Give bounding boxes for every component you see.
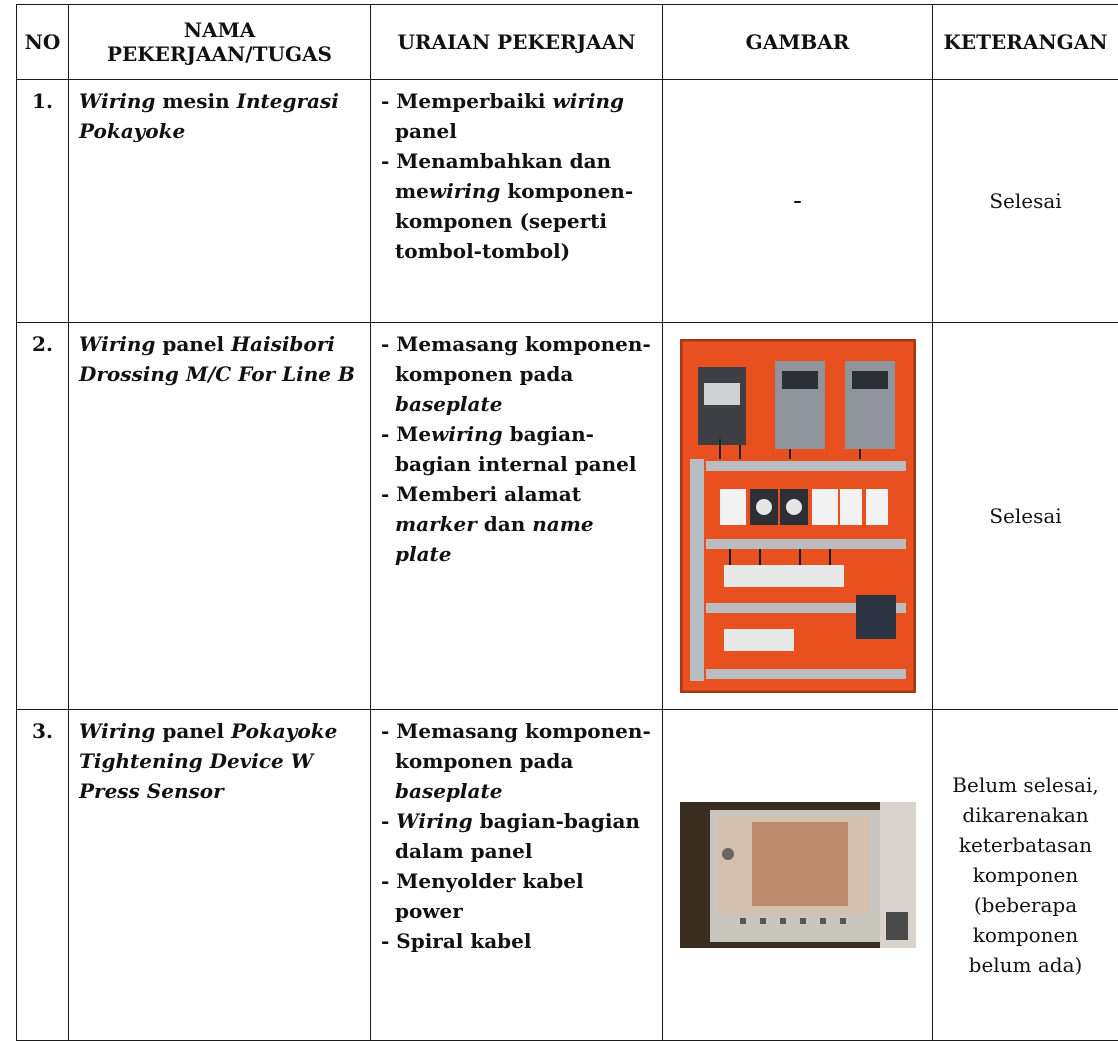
text-span: - Menyolder kabel power (381, 869, 584, 923)
status-note: Belum selesai, dikarenakan keterbatasan komponen (beberapa komponen belum ada) (933, 710, 1118, 1041)
image-placeholder-dash: - (793, 186, 802, 216)
italic-text: baseplate (395, 392, 502, 416)
header-desc: URAIAN PEKERJAAN (371, 5, 663, 80)
italic-text: Wiring (79, 332, 155, 356)
header-name-line2: PEKERJAAN/TUGAS (73, 42, 366, 66)
italic-text: Integrasi Pokayoke (79, 89, 339, 143)
image-cell (663, 710, 933, 1041)
table-row (17, 710, 1118, 1041)
description-bullet (381, 419, 652, 479)
task-description (371, 323, 663, 710)
panel-photo (680, 339, 916, 693)
italic-text: Wiring (79, 89, 155, 113)
italic-text: Haisibori Drossing M/C For Line B (79, 332, 355, 386)
status-note: Selesai (933, 323, 1118, 710)
text-span: - Spiral kabel (381, 929, 531, 953)
description-bullet (381, 926, 652, 956)
description-bullet (381, 479, 652, 569)
text-span: - Memasang komponen-komponen pada (381, 719, 651, 773)
image-cell (663, 80, 933, 323)
description-bullet (381, 86, 652, 146)
text-span: panel (155, 719, 231, 743)
table-row (17, 323, 1118, 710)
text-span: panel (395, 119, 457, 143)
header-name-line1: NAMA (73, 18, 366, 42)
row-number: 3. (17, 710, 69, 1041)
row-number: 1. (17, 80, 69, 323)
header-image: GAMBAR (663, 5, 933, 80)
box-photo (680, 802, 916, 948)
description-bullet (381, 329, 652, 419)
text-span: komponen-komponen (seperti tombol-tombol) (395, 179, 633, 263)
italic-text: Wiring (79, 719, 155, 743)
description-bullet (381, 806, 652, 866)
row-number: 2. (17, 323, 69, 710)
italic-text: baseplate (395, 779, 502, 803)
italic-text: wiring (553, 89, 624, 113)
text-span: - Menambahkan dan me (381, 149, 611, 203)
text-span: mesin (155, 89, 236, 113)
text-span: - Memperbaiki (381, 89, 553, 113)
italic-text: Pokayoke Tightening Device W Press Sensor (79, 719, 337, 803)
table-row (17, 80, 1118, 323)
status-note: Selesai (933, 80, 1118, 323)
italic-text: wiring (429, 179, 500, 203)
task-description (371, 710, 663, 1041)
task-name (69, 80, 371, 323)
header-row (17, 5, 1118, 80)
text-span: dan (477, 512, 532, 536)
italic-text: wiring (431, 422, 502, 446)
text-span: bagian-bagian dalam panel (395, 809, 640, 863)
task-name (69, 710, 371, 1041)
italic-text: name plate (395, 512, 594, 566)
header-name (69, 5, 371, 80)
task-name (69, 323, 371, 710)
image-cell (663, 323, 933, 710)
text-span: - Memberi alamat (381, 482, 581, 506)
text-span: - (381, 809, 396, 833)
text-span: bagian-bagian internal panel (395, 422, 637, 476)
italic-text: Wiring (396, 809, 472, 833)
description-bullet (381, 146, 652, 266)
header-note: KETERANGAN (933, 5, 1118, 80)
description-bullet (381, 716, 652, 806)
work-table (16, 4, 1118, 1041)
task-description (371, 80, 663, 323)
text-span: - Me (381, 422, 431, 446)
text-span: panel (155, 332, 231, 356)
text-span: - Memasang komponen-komponen pada (381, 332, 651, 386)
italic-text: marker (395, 512, 477, 536)
description-bullet (381, 866, 652, 926)
header-no: NO (17, 5, 69, 80)
